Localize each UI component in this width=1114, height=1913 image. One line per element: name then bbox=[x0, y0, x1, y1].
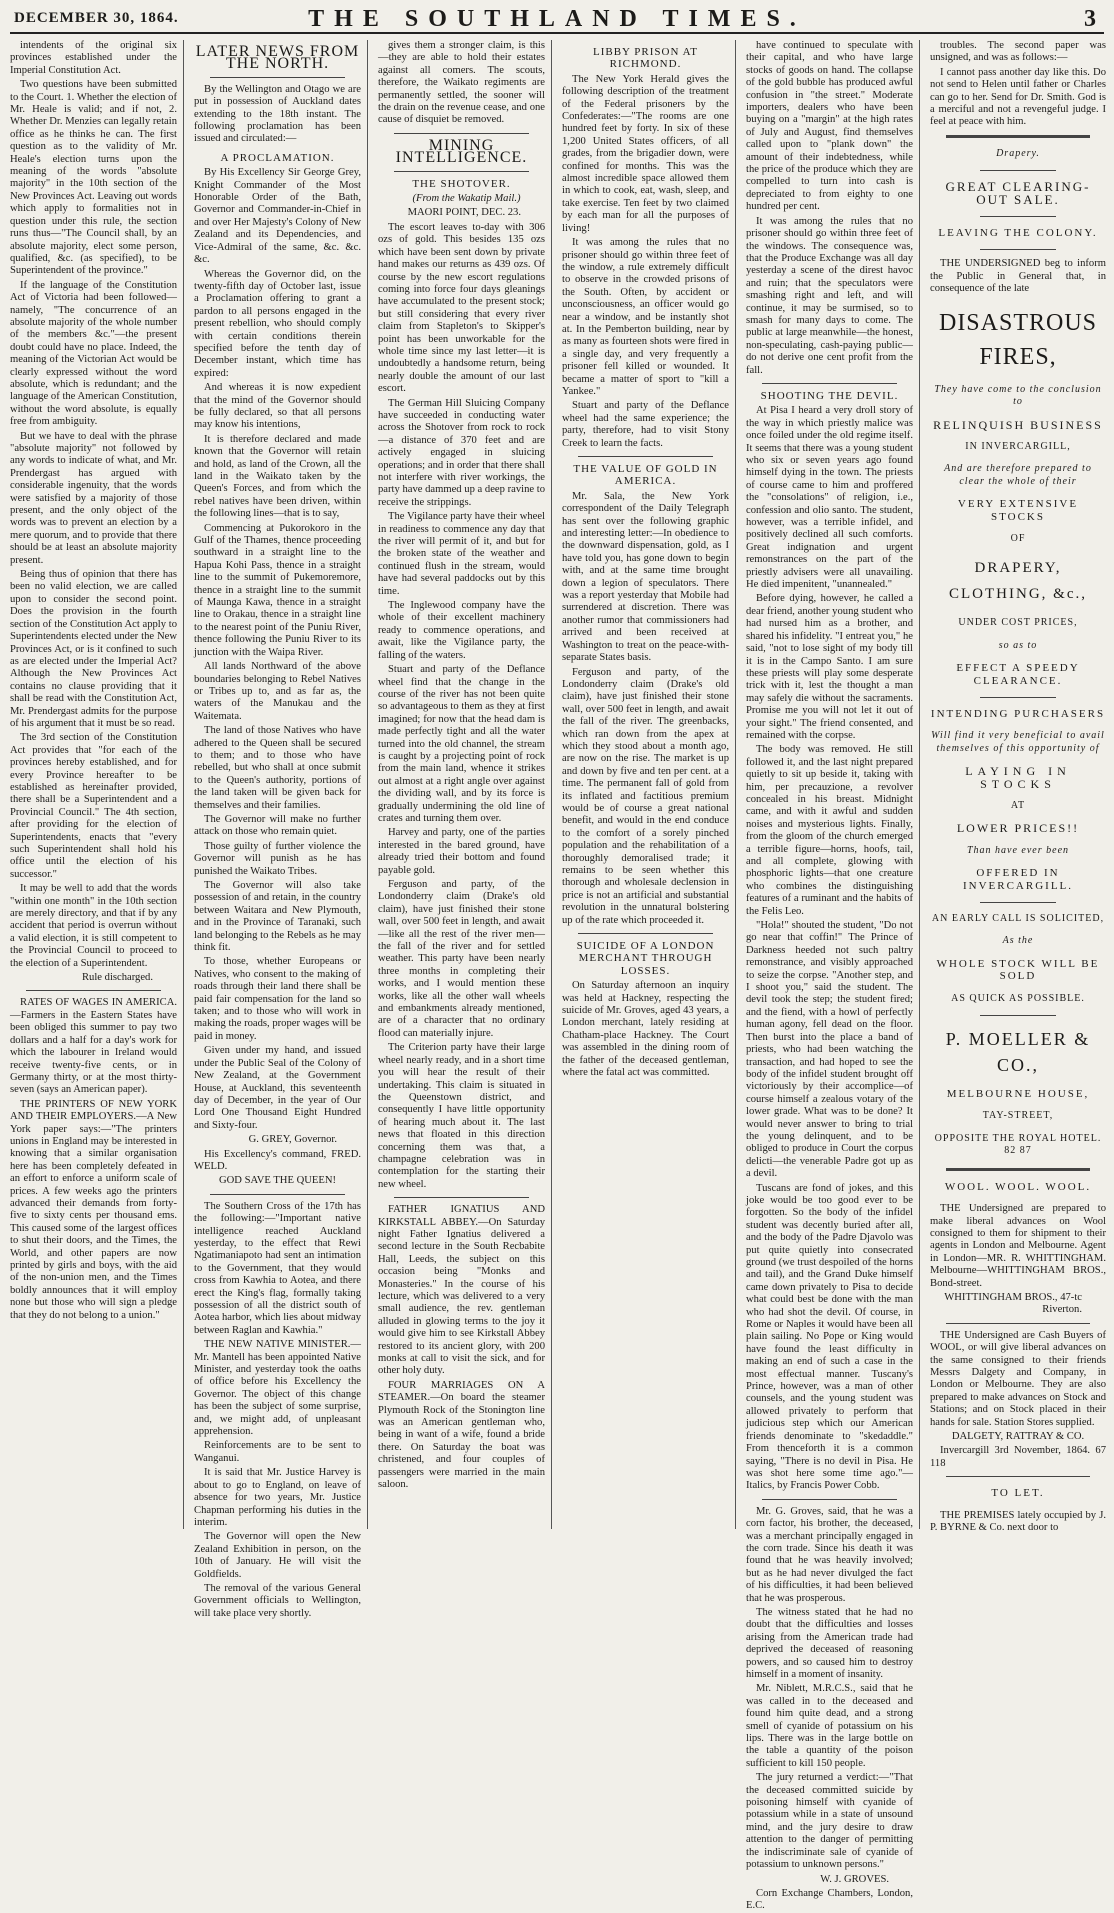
ad-line: OF bbox=[1010, 532, 1026, 544]
article-paragraph: I cannot pass another day like this. Do not send to Helen until father or Charles can go to her. Send for Dr. Smith. God is a merciful and not a revengeful judge. I feel at peace with him. bbox=[930, 66, 1106, 128]
article-paragraph: And whereas it is now expedient that the mind of the Governor should be fully declared, so that all persons may know his intentions, bbox=[194, 382, 361, 431]
ad-line: AS QUICK AS POSSIBLE. bbox=[951, 992, 1085, 1004]
ad-headline: GREAT CLEARING-OUT SALE. bbox=[945, 179, 1091, 207]
ad-headline: DISASTROUS FIRES, bbox=[938, 309, 1098, 370]
ad-headline: WOOL. WOOL. WOOL. bbox=[944, 1180, 1092, 1193]
proclamation-signature: G. GREY, Governor. bbox=[248, 1134, 337, 1146]
article-intro: By the Wellington and Otago we are put in possession of Auckland dates extending to the 18th instant. The following proclamation has been issued and circulated:— bbox=[194, 83, 361, 145]
ad-headline: LOWER PRICES!! bbox=[956, 821, 1080, 836]
divider bbox=[980, 216, 1056, 217]
section-heading: LATER NEWS FROM THE NORTH. bbox=[195, 43, 360, 73]
page-number: 3 bbox=[1084, 6, 1096, 32]
god-save-queen: GOD SAVE THE QUEEN! bbox=[218, 1175, 337, 1187]
divider bbox=[946, 1323, 1090, 1324]
article-paragraph: It is therefore declared and made known that the Governor will retain and hold, as land of the Crown, all the land in the Waikato taken by the Queen's Forces, and from which the rebel natives have been driven, within the following lines—that is to say, bbox=[194, 433, 361, 520]
wool-advertisement bbox=[930, 1181, 1106, 1193]
article-paragraph: FOUR MARRIAGES ON A STEAMER.—On board the steamer Plymouth Rock of the Stonington line was an American gentleman who, being in want of a wife, found a bride there. On Saturday the boat was christened, and four couples of passengers were married in the main saloon. bbox=[378, 1379, 545, 1491]
divider bbox=[210, 77, 345, 78]
article-paragraph: But we have to deal with the phrase "absolute majority" not followed by any words to indicate of what, and Mr. Prendergast has argued with considerable ingenuity, that the words were satisfied by a majority of those present, and the only object of the words was to prevent an election by a mere quorum, and to provide that there should be at least an absolute majority present. bbox=[10, 430, 177, 566]
article-paragraph: Mr. Niblett, M.R.C.S., said that he was called in to the deceased and found him quite dead, and a strong smell of cyanide of potassium on his lips. There was in the large bottle on the table a quantity of the poison sufficient to kill 150 people. bbox=[746, 1683, 913, 1769]
article-paragraph: "Hola!" shouted the student, "Do not go near that coffin!" The Prince of Darkness heeded not such paltry remonstrance, and visibly approached to seize the corpse. "Another step, and I shoot you," said the student. The devil took the step; the student fired; and the fiend, with a howl of perfectly human agony, fell dead on the floor. Then burst into the place a band of priests, who had been watching the transaction, and had hoped to see the body of the infidel student brought off victoriously by their accomplice—of course himself a zealous votary of the lower grade. What was to be done? It would never answer to bring to trial the young delinquent, and to be obliged to produce in Court the corpus delicti—the venerable Padre got up as a devil. bbox=[746, 920, 913, 1180]
divider bbox=[980, 170, 1056, 171]
ad-line: UNDER COST PRICES, bbox=[958, 617, 1078, 629]
subsection-heading: THE VALUE OF GOLD IN AMERICA. bbox=[573, 463, 718, 488]
ad-line: so as to bbox=[998, 639, 1038, 651]
article-paragraph: FATHER IGNATIUS AND KIRKSTALL ABBEY.—On Saturday night Father Ignatius delivered a second lecture in the South Recbabite Hall, Leeds, the subject on this occasion being "Monks and Monasteries." In the course of his lecture, which was delivered to a very small audience, the rev. gentleman alluded in glowing terms to the joy it would give him to see Kirkstall Abbey restored to its ancient glory, with 200 monks at call to visit the sick, and for other holy duty. bbox=[378, 1204, 545, 1377]
divider bbox=[946, 135, 1090, 138]
article-paragraph: The removal of the various General Government officials to Wellington, will take place very shortly. bbox=[194, 1582, 361, 1619]
article-paragraph: gives them a stronger claim, is this—they are able to hold their estates against all comers. The scouts, therefore, the Waikato regiments are permanently settled, the sooner will the drain on the revenue cease, and one cause of disquiet be removed. bbox=[378, 40, 545, 126]
article-paragraph: It is said that Mr. Justice Harvey is about to go to England, on leave of absence for two years, Mr. Justice Chapman performing his duties in the interim. bbox=[194, 1467, 361, 1528]
article-paragraph: Ferguson and party, of the Londonderry claim (Drake's old claim), have just finished their stone wall, over 500 feet in length, and await—like all the rest of the river men—the fall of the river and for settled weather. This party have been nearly three months in completing their works, and I would mention these works, like all the other wall wheels and embankments already mentioned, are of a character that no ordinary flood can materially injure. bbox=[378, 879, 545, 1039]
article-paragraph: Given under my hand, and issued under the Public Seal of the Colony of New Zealand, at the Government House, at Auckland, this seventeenth day of December, in the year of Our Lord One Thousand Eight Hundred and Sixty-four. bbox=[194, 1045, 361, 1131]
article-paragraph: Mr. Sala, the New York correspondent of the Daily Telegraph has sent over the following graphic and interesting letter:—In obedience to the downward dispensation, gold, as I have told you, has gone down to begin with, and at the same time brought down a legion of speculators. There was a report yesterday that Mobile had surrendered at discretion. There was another rumor that commissioners had arrived and been received at Washington to treat on the peace-with-separate States basis. bbox=[562, 490, 729, 664]
ad-line: They have come to the conclusion to bbox=[934, 383, 1102, 408]
article-source: (From the Wakatip Mail.) bbox=[412, 193, 521, 205]
article-paragraph: The Inglewood company have the whole of their excellent machinery ready to commence operations, and await, like the Vigilance party, the falling of the waters. bbox=[378, 600, 545, 661]
article-paragraph: The German Hill Sluicing Company have succeeded in conducting water across the Shotover from rock to rock—a distance of 370 feet and are actively engaged in sluicing operations; and in order that there shall not interfere with river workings, the party have dammed up a deep ravine to receive the strippings. bbox=[378, 397, 545, 508]
ad-line: AT bbox=[1010, 800, 1026, 811]
column-5 bbox=[740, 40, 919, 1912]
ad-headline: TO LET. bbox=[991, 1487, 1045, 1500]
divider bbox=[980, 697, 1056, 698]
divider bbox=[762, 383, 897, 384]
article-paragraph: The escort leaves to-day with 306 ozs of gold. This besides 135 ozs which have been sent down by private hand makes our returns as 439 ozs. Of course by the new escort regulations coming into force four days gleanings have accumulated to the present stock; but still considering that every river claim from Stapleton's to Skipper's point has been unworkable for the whole time since my last letter—it is undoubtedly a handsome return, being nearly double the amount of our last escort. bbox=[378, 221, 545, 395]
ad-headline: DRAPERY, CLOTHING, &c., bbox=[949, 560, 1087, 603]
article-dateline: MAORI POINT, DEC. 23. bbox=[407, 207, 521, 219]
to-let-advertisement bbox=[930, 1487, 1106, 1499]
column-4 bbox=[556, 40, 735, 1529]
article-paragraph: The Criterion party have their large wheel nearly ready, and in a short time you will hear the result of their undertaking. This claim is situated in the Queenstown district, and consequently I have little opportunity of hearing much about it. The last news that floated in this direction concerning them was that, a champagne celebration was in contemplation for the starting their new wheel. bbox=[378, 1042, 545, 1190]
divider bbox=[980, 1015, 1056, 1016]
column-1 bbox=[4, 40, 183, 1529]
subsection-heading: LIBBY PRISON AT RICHMOND. bbox=[592, 46, 699, 71]
subsection-heading: SUICIDE OF A LONDON MERCHANT THROUGH LOSSES. bbox=[576, 940, 715, 977]
divider bbox=[394, 133, 529, 134]
ad-line: INTENDING PURCHASERS bbox=[930, 707, 1106, 720]
letter-address: Corn Exchange Chambers, London, E.C. bbox=[746, 1887, 913, 1912]
ad-line: OFFERED IN INVERCARGILL. bbox=[962, 867, 1074, 892]
ad-line: As the bbox=[1002, 935, 1034, 947]
article-paragraph: Before dying, however, he called a dear friend, another young student who had nursed him as a brother, and shared his infidelity. "I entreat you," he said, "not to lose sight of my body till it is in the Campo Santo. I am sure these priests will play some desperate trick with it, lest the thought a man may safely die without the sacraments. Promise me you will not let it out of your sight." The friend consented, and remained with the corpse. bbox=[746, 593, 913, 741]
ad-text: THE Undersigned are Cash Buyers of WOOL, or will give liberal advances on the same consigned to their friends Messrs Dalgety and Company, in London or Melbourne. They are also prepared to make advances on Stock and Stations; and on Stock placed in their hands for sale. Station Stores supplied. bbox=[930, 1329, 1106, 1428]
masthead bbox=[10, 6, 1104, 34]
ad-text: THE PREMISES lately occupied by J. P. BYRNE & Co. next door to bbox=[930, 1509, 1106, 1534]
ad-line: And are therefore prepared to clear the whole of their bbox=[944, 463, 1092, 487]
issue-date: DECEMBER 30, 1864. bbox=[14, 10, 179, 26]
article-paragraph: Commencing at Pukorokoro in the Gulf of the Thames, thence proceeding southward in a straight line to the Hapua Kohi Pass, thence in a straight line to the summit of Pukemoremore, thence in a straight line to the summit of Maunga Kawa, thence in a straight line to Orakau, thence in a straight line to the nearest point of the Puniu River, thence following the Puniu River to its junction with the Waipa River. bbox=[194, 522, 361, 658]
article-paragraph: Stuart and party of the Deflance wheel had the same experience; the party, therefore, had to visit Stony Creek to learn the facts. bbox=[562, 400, 729, 449]
divider bbox=[762, 1499, 897, 1500]
divider bbox=[210, 1194, 345, 1195]
article-paragraph: Being thus of opinion that there has been no valid election, we are called upon to consider the second point. Does the provision in the fourth section of the Constitution Act apply to Superintendents elected under the New Provinces Act, or is it confined to such as are elected under the Imperial Act? Although the New Provinces Act contains no clause providing that it shall be read with the Constitution Act, Mr. Prendergast admits for the purpose of his argument that it must be so read. bbox=[10, 569, 177, 729]
ad-line: LEAVING THE COLONY. bbox=[938, 227, 1098, 240]
ad-text: THE UNDERSIGNED beg to inform the Public in General that, in consequence of the late bbox=[930, 258, 1106, 295]
ad-firm-name: WHITTINGHAM BROS., 47-tc Riverton. bbox=[944, 1291, 1082, 1316]
column-3 bbox=[372, 40, 551, 1529]
ad-category: Drapery. bbox=[996, 147, 1040, 159]
column-rule bbox=[183, 40, 184, 1529]
article-paragraph: The jury returned a verdict:—"That the deceased committed suicide by poisoning himself with cyanide of potassium while in a state of unsound mind, and the jury desire to draw attention to the danger of permitting the indiscriminate sale of cyanide of potassium to unknown persons." bbox=[746, 1772, 913, 1871]
article-paragraph: The 3rd section of the Constitution Act provides that "for each of the provinces hereby established, and for every Province hereafter to be established as hereinafter provided, there shall be a Superintendent and a Provincial Council." The 4th section, after providing for the election of Superintendents, enacts that "every such Superintendent shall hold his office until the election of his successor." bbox=[10, 732, 177, 880]
ad-line: OPPOSITE THE ROYAL HOTEL. 82 87 bbox=[934, 1132, 1102, 1157]
drapery-advertisement bbox=[930, 148, 1106, 1158]
article-paragraph: Stuart and party of the Deflance wheel find that the change in the course of the river has not been quite so advantageous to them as they at first imagined; for now that the head dam is made perfectly tight and all the water turned into the old channel, the stream is caught by a projecting point of rock from the main land, whence it strikes out almost at a right angle over against the dividing wall, and by its force is gradually undermining the old line of crates and turning them over. bbox=[378, 664, 545, 824]
article-paragraph: intendents of the original six provinces established under the Imperial Constitution Act. bbox=[10, 40, 177, 76]
article-paragraph: Two questions have been submitted to the Court. 1. Whether the election of Mr. Heale is valid; and if not, 2. Whether Dr. Menzies can legally retain office as he thinks he can. The first question as to the validity of Mr. Heale's election turns upon the meaning of the words "absolute majority" in the 10th section of the New Provinces Act. Leaving out words which apply to formalities not in question under this rule, the section runs thus—"The Council shall, by an absolute majority, elect some person, qualified, &c. (as specified), to be Superintendent of the province." bbox=[10, 79, 177, 277]
divider bbox=[946, 1168, 1090, 1171]
column-rule bbox=[735, 40, 736, 1529]
rule-discharged: Rule discharged. bbox=[81, 972, 153, 984]
divider bbox=[980, 902, 1056, 903]
article-paragraph: Harvey and party, one of the parties interested in the bared ground, have already tried their bottom and found payable gold. bbox=[378, 827, 545, 876]
article-paragraph: Whereas the Governor did, on the twenty-fifth day of October last, issue a Proclamation offering to grant a pardon to all persons engaged in the present rebellion, who should comply with certain conditions therein specified before the tenth day of December instant, which time has expired: bbox=[194, 268, 361, 379]
article-paragraph: The body was removed. He still followed it, and the last night prepared quietly to sit up beside it, taking with him, per precauzione, a revolver concealed in his breast. Midnight came, and with it awful and sudden noises and mysterious lights. Finally, from the gloom of the church emerged a terrible figure—horns, hoofs, tail, and all complete, glowing with phosphoric lights—that one creature who combines the distinguishing features of a ruminant and the habits of the Felis Leo. bbox=[746, 744, 913, 917]
ad-line: EFFECT A SPEEDY CLEARANCE. bbox=[956, 662, 1080, 687]
article-paragraph: Ferguson and party, of the Londonderry claim (Drake's old claim), have just finished their stone wall, over 500 feet in length, and await the fall of the river. The greenbacks, which ran down from the apex at which they stood about a month ago, are now on the rise. The market is up and down by five and ten per cent. at a time. The permanent fall of gold from its inflated and factitious premium would be of course a great national benefit, and would in the end conduce to the comfort of a sorely pinched population and the rehabilitation of a thoroughly demoralised trade; it remains to be seen whether this thorough and wholesale declension in price is not an artificial and substantial revolution in the unnatural bolstering up of the rate which proceeded it. bbox=[562, 666, 729, 926]
article-paragraph: Those guilty of further violence the Governor will punish as he has punished the Waikato Tribes. bbox=[194, 840, 361, 877]
article-paragraph: If the language of the Constitution Act of Victoria had been followed—namely, "The concurrence of an absolute majority of the whole number of the members &c."—the present doubt could have no place. Indeed, the meaning of the Victorian Act would be clearly expressed without the word absolute, which is redundant; and the language of the American Constitution, without the word absolute, is equally free from ambiguity. bbox=[10, 279, 177, 428]
ad-line: IN INVERCARGILL, bbox=[965, 440, 1071, 452]
article-paragraph: THE NEW NATIVE MINISTER.—Mr. Mantell has been appointed Native Minister, and yesterday took the oaths of office before his Excellency the Governor. The object of this change has been the subject of some surprise, and, we might add, of unpleasant apprehension. bbox=[194, 1339, 361, 1438]
divider bbox=[946, 1476, 1090, 1477]
newspaper-title: THE SOUTHLAND TIMES. bbox=[308, 6, 806, 32]
ad-headline: LAYING IN STOCKS bbox=[965, 764, 1071, 791]
subsection-heading: THE SHOTOVER. bbox=[412, 177, 511, 190]
article-paragraph: It was among the rules that no prisoner should go within three feet of the window, a rule extremely difficult to observe in the crowded prisons of the South. Often, by accident or unconsciousness, an officer would go near a window, and be instantly shot at. In the Pemberton building, near by as many as fourteen shots were fired in a single day, and very frequently a prisoner fell killed or wounded. It became a matter of sport to "kill a Yankee." bbox=[562, 237, 729, 397]
article-paragraph: The Vigilance party have their wheel in readiness to commence any day that the river will permit of it, and but for the broken state of the weather and continued flush in the stream, would have had several paddocks out by this time. bbox=[378, 511, 545, 597]
proclamation-command: His Excellency's command, FRED. WELD. bbox=[194, 1148, 361, 1172]
ad-firm-name: DALGETY, RATTRAY & CO. bbox=[951, 1431, 1085, 1442]
proclamation-title: A PROCLAMATION. bbox=[220, 151, 335, 164]
article-paragraph: troubles. The second paper was unsigned, and was as follows:— bbox=[930, 40, 1106, 64]
column-rule bbox=[367, 40, 368, 1529]
article-paragraph: Mr. G. Groves, said, that he was a corn factor, his brother, the deceased, was a merchant principally engaged in the corn trade. Since his death it was found that he was heavily involved; but as he had never divulged the fact of his difficulties, it had been believed that he was prosperous. bbox=[746, 1505, 913, 1604]
column-rule bbox=[551, 40, 552, 1529]
ad-firm-name: P. MOELLER & CO., bbox=[945, 1029, 1091, 1076]
article-paragraph: The witness stated that he had no doubt that the difficulties and losses arising from the American trade had deprived the deceased of reasoning powers, and so caused him to destroy himself in a moment of insanity. bbox=[746, 1606, 913, 1680]
article-paragraph: The Governor will also take possession of and retain, in the country between Waitara and New Plymouth, and in the Province of Taranaki, such land belonging to the Rebels as he may think fit. bbox=[194, 880, 361, 954]
divider bbox=[578, 933, 713, 934]
article-paragraph: By His Excellency Sir George Grey, Knight Commander of the Most Honorable Order of the Bath, Governor and Commander-in-Chief in and over Her Majesty's Colony of New Zealand and its Dependencies, and Vice-Admiral of the same, &c. &c. &c. bbox=[194, 167, 361, 266]
article-paragraph: Reinforcements are to be sent to Wanganui. bbox=[194, 1440, 361, 1464]
divider bbox=[26, 990, 161, 991]
subsection-heading: SHOOTING THE DEVIL. bbox=[760, 389, 899, 402]
column-6 bbox=[924, 40, 1112, 1534]
divider bbox=[394, 1197, 529, 1198]
divider bbox=[394, 171, 529, 172]
article-paragraph: On Saturday afternoon an inquiry was held at Hackney, respecting the suicide of Mr. Groves, aged 43 years, a London merchant, lately residing at Chatham-place Hackney. The Court was assembled in the dining room of the father of the deceased gentleman, where the fatal act was committed. bbox=[562, 980, 729, 1079]
ad-line: AN EARLY CALL IS SOLICITED, bbox=[931, 913, 1105, 925]
article-paragraph: have continued to speculate with their capital, and who have large stocks of goods on hand. The collapse of the gold bubble has produced awful confusion in "the street." Moderate importers, dealers who have been buying on a "margin" at the high rates of July and August, find themselves called upon to "plank down" the amount of their indebtedness, while the price of the produce which they are compelled to turn into cash is depreciated to from eighty to one hundred per cent. bbox=[746, 40, 913, 213]
ad-line: TAY-STREET, bbox=[982, 1110, 1054, 1122]
letter-signature: W. J. GROVES. bbox=[820, 1873, 889, 1885]
article-paragraph: To those, whether Europeans or Natives, who consent to the making of roads through their land there shall be paid fair compensation for the land so taken; and to those who will work in making the roads, proper wages will be paid in money. bbox=[194, 956, 361, 1042]
article-paragraph: It was among the rules that no prisoner should go within three feet of the windows. The consequence was, that the Produce Exchange was all day yesterday a scene of the direst havoc and ruin; that the speculators were smashing right and left, and will continue, it may be surmised, so to smash for many days to come. The public at large meanwhile—the honest, non-speculating, cash-paying public—do not derive one cent profit from the fall. bbox=[746, 215, 913, 376]
article-paragraph: All lands Northward of the above boundaries belonging to Rebel Natives or Tribes up to, and as far as, the waters of the Manukau and the Waitemata. bbox=[194, 661, 361, 722]
article-paragraph: Tuscans are fond of jokes, and this joke would be too good ever to be forgotten. So the body of the infidel student was decently buried after all, and the body of the Padre Djavolo was put quite quietly into consecrated ground (we trust despoiled of the horns and tail), and the Grand Duke himself came down privately to Pisa to decide what could best be done with the man who had shot the devil. Of course, in Rome or Naples it would have been all plain sailing. No Pope or King would have found the least difficulty in making an end of such a case in the most effectual manner. Tuscany's Prince, however, was a man of other counsels, and the young student was allowed privately to perform that judicious step which our American friends denominate to "skedaddle." From thenceforth it is a common saying, "There is no devil in Pisa. He was shot here some time ago."—Italics, by Francis Power Cobb. bbox=[746, 1182, 913, 1492]
article-paragraph: The land of those Natives who have adhered to the Queen shall be secured to them; and to those who have rebelled, but who shall at once submit to the Queen's authority, portions of the land taken will be given back for themselves and their families. bbox=[194, 725, 361, 811]
ad-line: MELBOURNE HOUSE, bbox=[946, 1088, 1090, 1101]
divider bbox=[980, 249, 1056, 250]
ad-line: WHOLE STOCK WILL BE SOLD bbox=[936, 957, 1100, 983]
divider bbox=[578, 456, 713, 457]
article-paragraph: RATES OF WAGES IN AMERICA.—Farmers in the Eastern States have been obliged this summer to pay two dollars and a half for a day's work for which the labourer in Ireland would receive twenty-five cents, or in Germany thirty, or at the most thirty-seven (says an American paper). bbox=[10, 997, 177, 1096]
ad-date: Invercargill 3rd November, 1864. 67 118 bbox=[930, 1445, 1106, 1469]
section-heading: MINING INTELLIGENCE. bbox=[395, 136, 528, 167]
ad-text: THE Undersigned are prepared to make liberal advances on Wool consigned to them for shipment to their agents in London and Melbourne. Agent in London—MR. R. WHITTINGHAM. Melbourne—WHITTINGHAM BROS., Bond-street. bbox=[930, 1203, 1106, 1289]
ad-line: RELINQUISH BUSINESS bbox=[933, 417, 1103, 432]
column-rule bbox=[919, 40, 920, 1529]
column-2 bbox=[188, 40, 367, 1619]
article-paragraph: It may be well to add that the words "within one month" in the 10th section are merely directory, and that if by any accident that period is overrun without a valid election, it is still competent to the Provincial Council to proceed to the election of a Superintendent. bbox=[10, 883, 177, 969]
ad-line: VERY EXTENSIVE STOCKS bbox=[957, 498, 1079, 523]
article-paragraph: The Governor will make no further attack on those who remain quiet. bbox=[194, 813, 361, 838]
article-paragraph: The Governor will open the New Zealand Exhibition in person, on the 10th of January. He will visit the Goldfields. bbox=[194, 1531, 361, 1580]
ad-line: Than have ever been bbox=[966, 844, 1070, 856]
article-paragraph: At Pisa I heard a very droll story of the way in which priestly malice was once foiled under the old regime itself. It seems that there was a young student who six or seven years ago found himself dying in the town. The priests of course came to him and proffered the "consolations" of religion, i.e., confession and olio santo. The student, however, was a terrible infidel, and positively declined all such comforts. Great indignation and urgent remonstrances on the part of the priestly advisers were all unavailing. He died impenitent, "unannealed." bbox=[746, 405, 913, 591]
article-paragraph: The Southern Cross of the 17th has the following:—"Important native intelligence reached Auckland yesterday, to the effect that Rewi Ngatimaniapoto had sent an intimation to the Government, that they would cross from Kawhia to Aotea, and there erect the King's flag, formally taking possession of all the district south of Aotea harbor, which lies about midway between Raglan and Kawhia." bbox=[194, 1200, 361, 1336]
article-paragraph: THE PRINTERS OF NEW YORK AND THEIR EMPLOYERS.—A New York paper says:—"The printers unions in England may be interested in knowing that a similar organisation here has been completely defeated in an effort to enforce a uniform scale of prices. A few weeks ago the printers advanced their demands from forty-five to sixty cents per thousand ems. This caused some of the largest offices to shut their doors, and the Times, the World, and other papers are now printed by girls and boys, with the aid of the non-union men, and the Times boldly announces that it will employ none but those who will sign a pledge that they do not belong to a union." bbox=[10, 1098, 177, 1321]
article-paragraph: The New York Herald gives the following description of the treatment of the Federal prisoners by the Confederates:—"The rooms are one hundred feet by forty. In six of these 1,200 United States officers, of all grades, from the brigadier down, were confined for months. This was the almost incredible space allowed them in which to cook, eat, wash, sleep, and take exercise. Ten feet by two claimed by each man for all the purposes of living! bbox=[562, 73, 729, 234]
ad-line: Will find it very beneficial to avail themselves of this opportunity of bbox=[931, 730, 1105, 754]
